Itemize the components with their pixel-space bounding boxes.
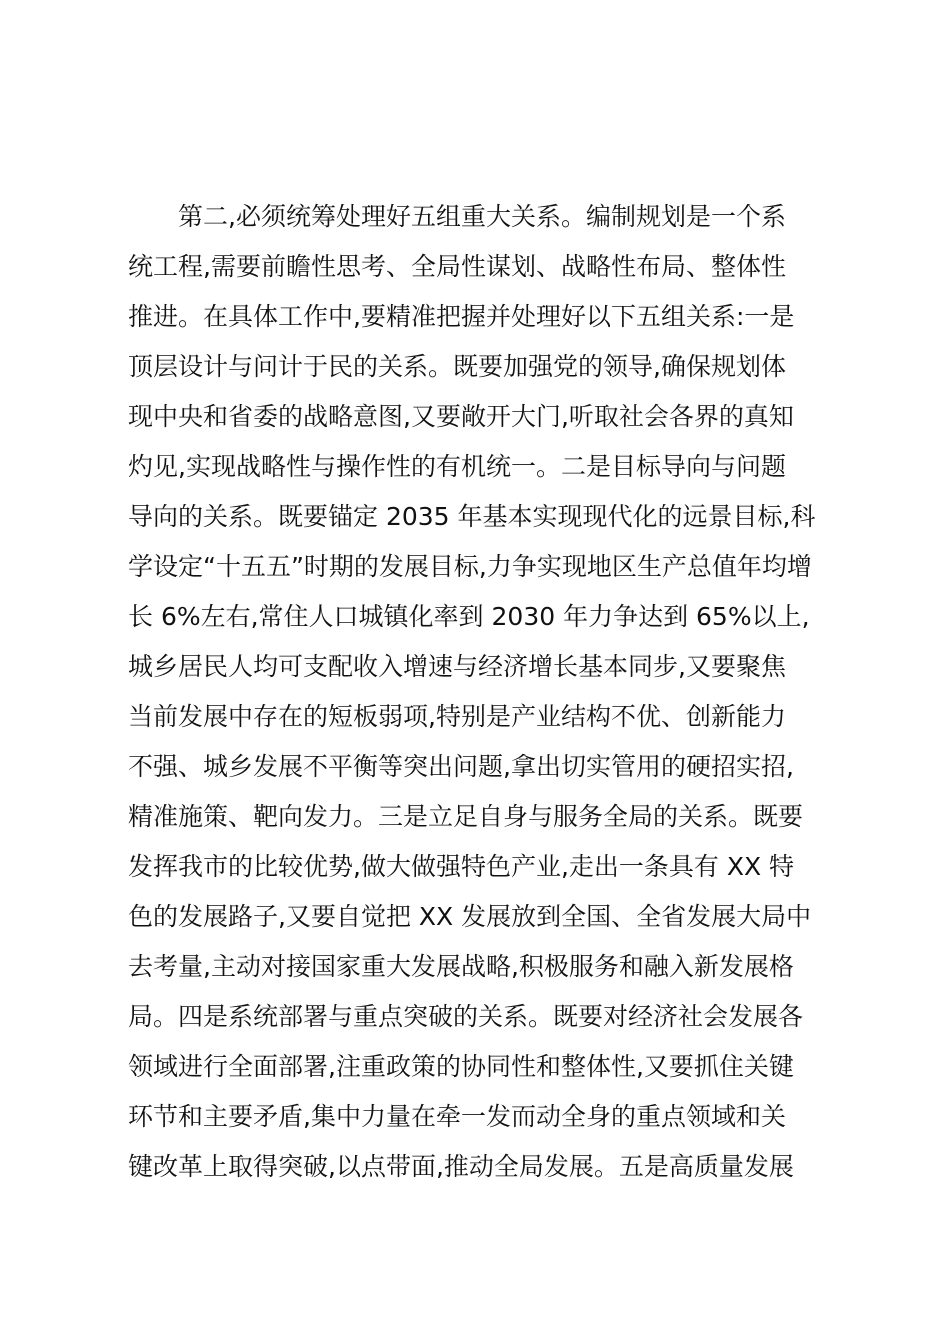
paragraph-line: 色的发展路子,又要自觉把 XX 发展放到全国、全省发展大局中 <box>128 902 812 931</box>
paragraph-line: 第二,必须统筹处理好五组重大关系。编制规划是一个系 <box>178 202 786 231</box>
paragraph-line: 现中央和省委的战略意图,又要敞开大门,听取社会各界的真知 <box>128 402 794 431</box>
paragraph-line: 灼见,实现战略性与操作性的有机统一。二是目标导向与问题 <box>128 452 786 481</box>
paragraph-line: 发挥我市的比较优势,做大做强特色产业,走出一条具有 XX 特 <box>128 852 795 881</box>
paragraph-line: 环节和主要矛盾,集中力量在牵一发而动全身的重点领域和关 <box>128 1102 786 1131</box>
paragraph-line: 城乡居民人均可支配收入增速与经济增长基本同步,又要聚焦 <box>128 652 786 681</box>
paragraph-line: 顶层设计与问计于民的关系。既要加强党的领导,确保规划体 <box>128 352 786 381</box>
paragraph-line: 不强、城乡发展不平衡等突出问题,拿出切实管用的硬招实招, <box>128 752 794 781</box>
paragraph-line: 去考量,主动对接国家重大发展战略,积极服务和融入新发展格 <box>128 952 794 981</box>
paragraph-line: 统工程,需要前瞻性思考、全局性谋划、战略性布局、整体性 <box>128 252 786 281</box>
body-paragraph <box>128 192 828 1192</box>
paragraph-line: 当前发展中存在的短板弱项,特别是产业结构不优、创新能力 <box>128 702 786 731</box>
paragraph-line: 推进。在具体工作中,要精准把握并处理好以下五组关系:一是 <box>128 302 795 331</box>
paragraph-line: 精准施策、靶向发力。三是立足自身与服务全局的关系。既要 <box>128 802 804 831</box>
paragraph-line: 键改革上取得突破,以点带面,推动全局发展。五是高质量发展 <box>128 1152 794 1181</box>
paragraph-line: 领域进行全面部署,注重政策的协同性和整体性,又要抓住关键 <box>128 1052 794 1081</box>
paragraph-line: 长 6%左右,常住人口城镇化率到 2030 年力争达到 65%以上, <box>128 602 810 631</box>
paragraph-line: 导向的关系。既要锚定 2035 年基本实现现代化的远景目标,科 <box>128 502 816 531</box>
paragraph-line: 学设定“十五五”时期的发展目标,力争实现地区生产总值年均增 <box>128 552 812 581</box>
paragraph-line: 局。四是系统部署与重点突破的关系。既要对经济社会发展各 <box>128 1002 804 1031</box>
